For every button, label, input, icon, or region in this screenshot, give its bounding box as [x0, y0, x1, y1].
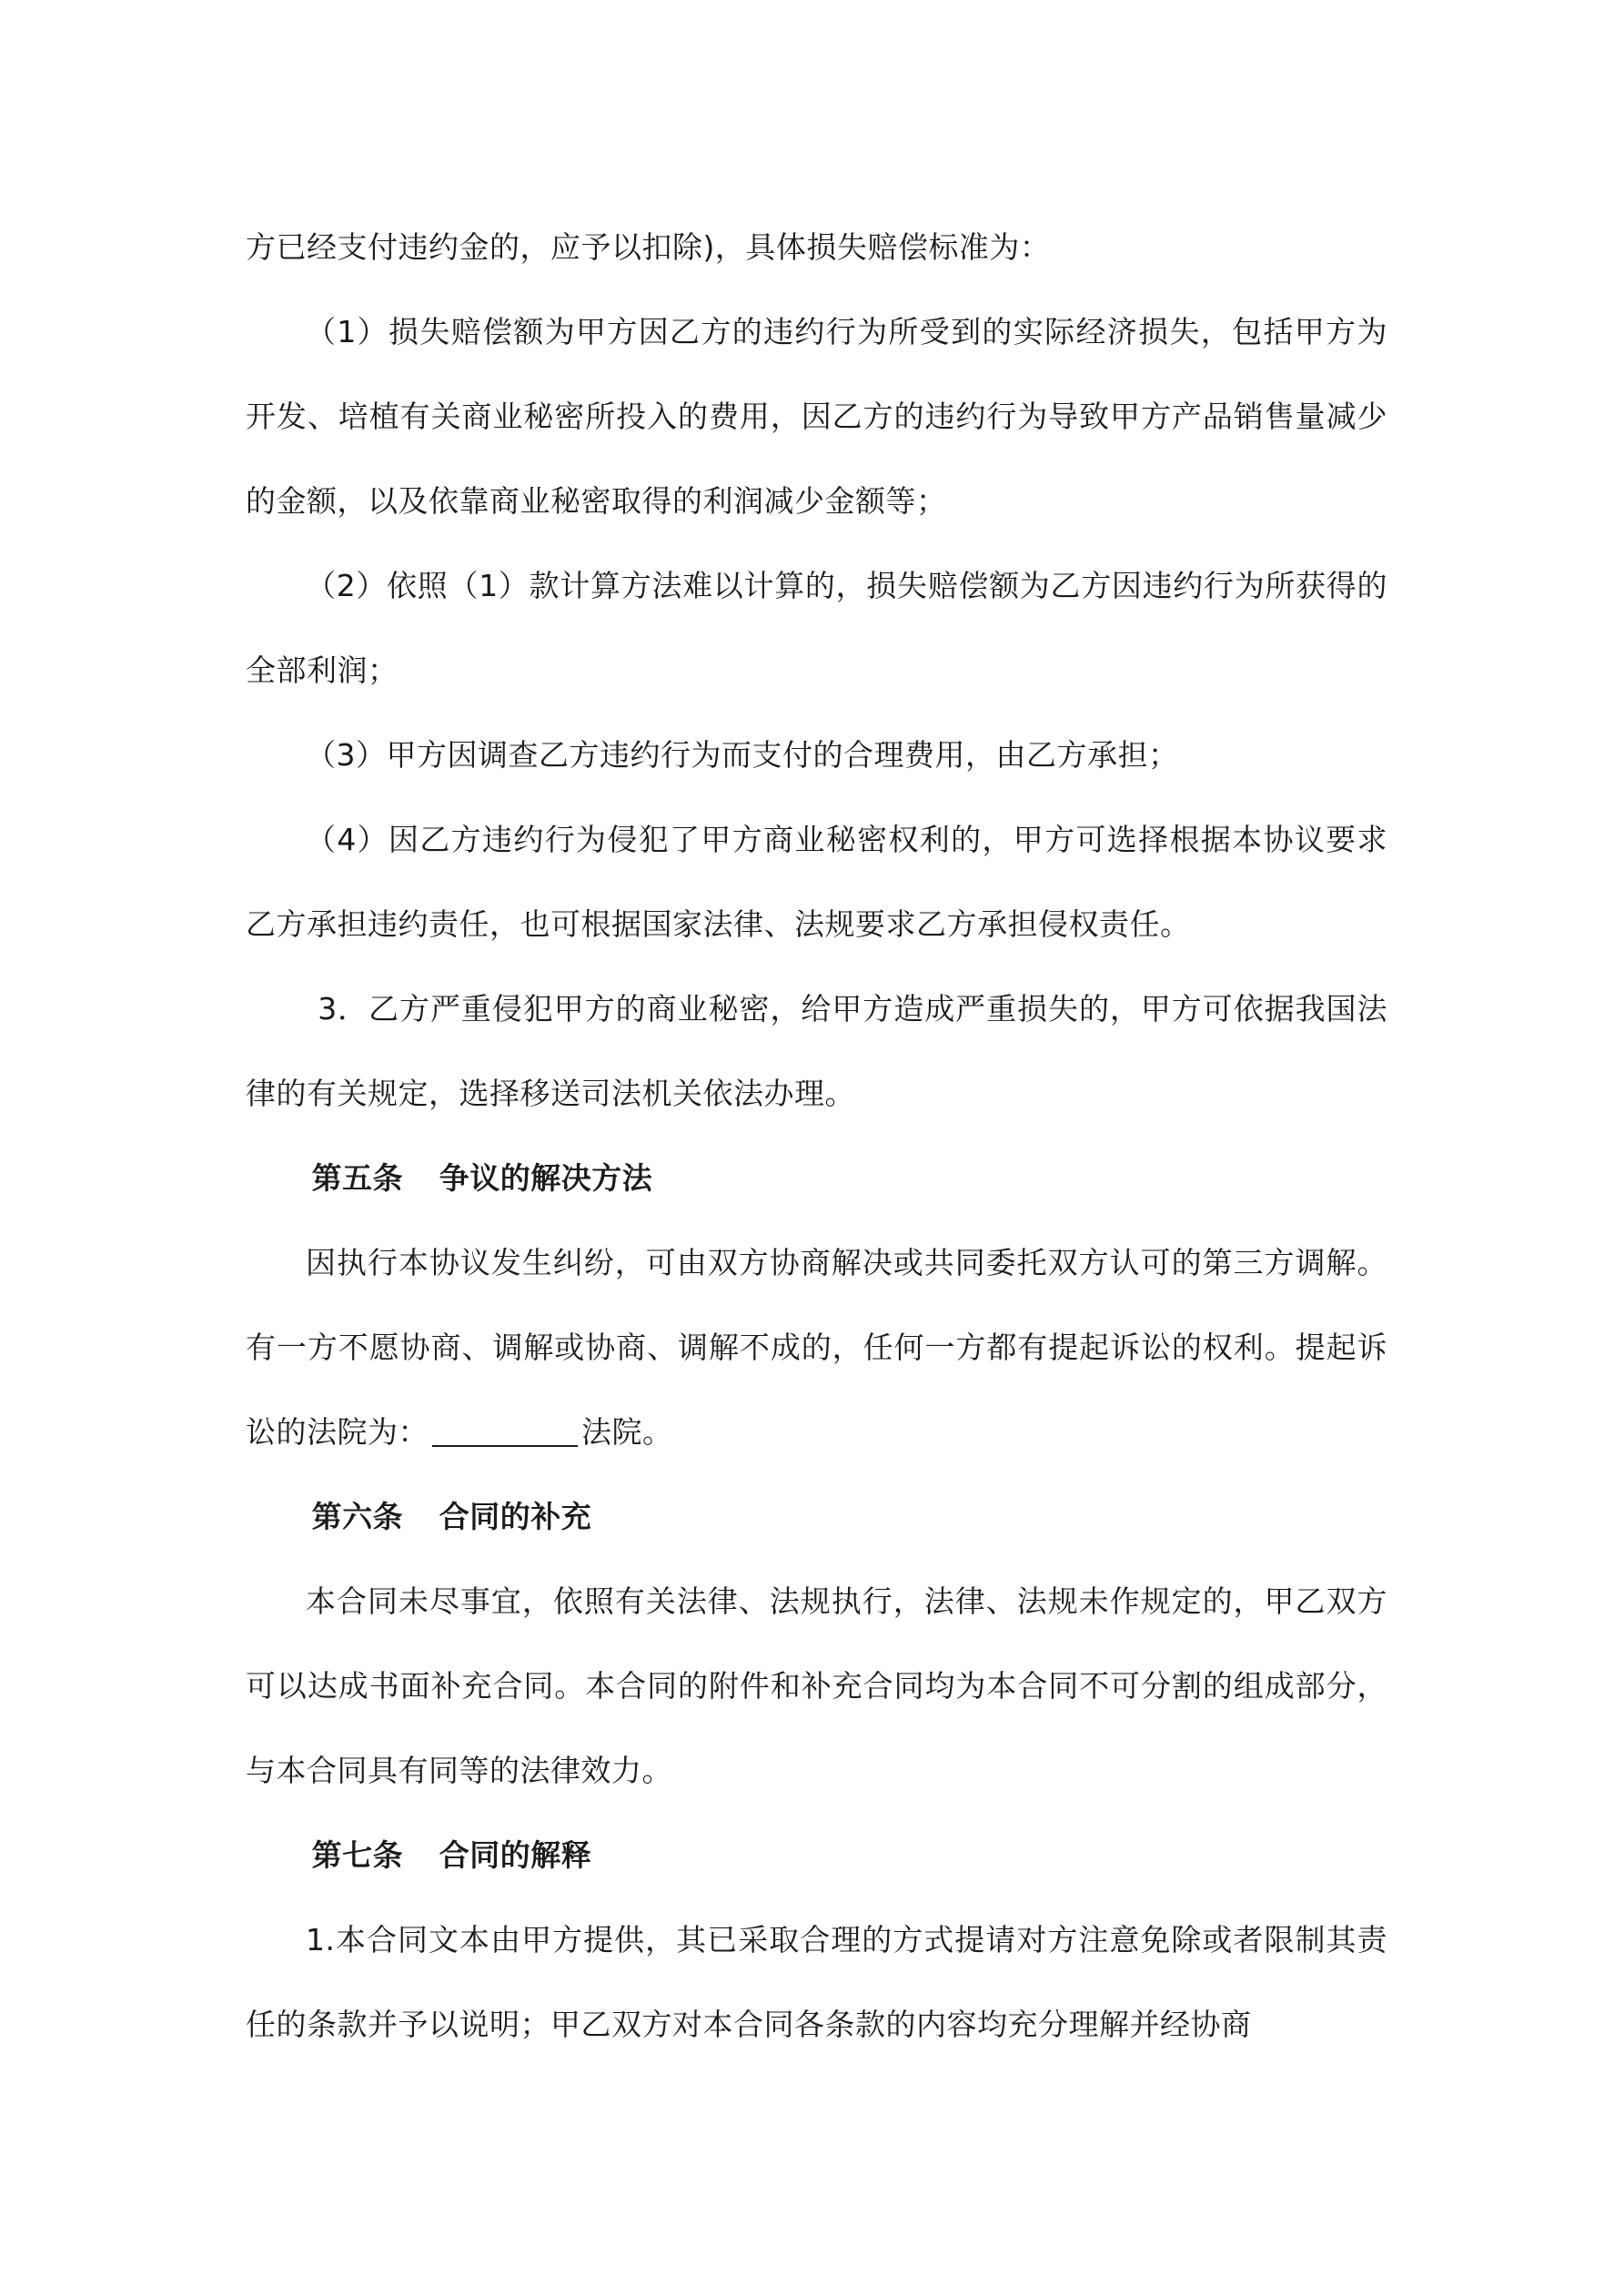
paragraph-item-1: （1）损失赔偿额为甲方因乙方的违约行为所受到的实际经济损失，包括甲方为开发、培植有关商业秘密所投入的费用，因乙方的违约行为导致甲方产品销售量减少的金额，以及依靠商业秘密取得的利润减少金额等； — [246, 314, 1387, 519]
article-5-number: 第五条 — [311, 1160, 404, 1196]
paragraph-interpretation-1: 1.本合同文本由甲方提供，其已采取合理的方式提请对方注意免除或者限制其责任的条款并予以说明；甲乙双方对本合同各条款的内容均充分理解并经协商 — [246, 1922, 1387, 2042]
article-5-title: 争议的解决方法 — [439, 1160, 653, 1196]
paragraph-supplement: 本合同未尽事宜，依照有关法律、法规执行，法律、法规未作规定的，甲乙双方可以达成书面补充合同。本合同的附件和补充合同均为本合同不可分割的组成部分，与本合同具有同等的法律效力。 — [246, 1583, 1387, 1788]
paragraph-damages-intro: 方已经支付违约金的，应予以扣除)，具体损失赔偿标准为： — [246, 229, 1051, 265]
article-7-title: 合同的解释 — [439, 1837, 592, 1873]
paragraph-item-4: （4）因乙方违约行为侵犯了甲方商业秘密权利的，甲方可选择根据本协议要求乙方承担违约责任，也可根据国家法律、法规要求乙方承担侵权责任。 — [246, 822, 1387, 942]
article-6-heading — [246, 1474, 1387, 1559]
paragraph-dispute-resolution — [246, 1220, 1387, 1474]
dispute-text: 因执行本协议发生纠纷，可由双方协商解决或共同委托双方认可的第三方调解。有一方不愿协商、调解或协商、调解不成的，任何一方都有提起诉讼的权利。提起诉讼的法院为： — [246, 1245, 1387, 1450]
article-5-heading — [246, 1136, 1387, 1220]
dispute-text-end: 法院。 — [581, 1414, 673, 1450]
article-6-title: 合同的补充 — [439, 1499, 592, 1534]
court-name-blank[interactable] — [432, 1415, 578, 1447]
article-7-heading — [246, 1813, 1387, 1897]
paragraph-clause-3: 3．乙方严重侵犯甲方的商业秘密，给甲方造成严重损失的，甲方可依据我国法律的有关规定，选择移送司法机关依法办理。 — [246, 991, 1387, 1111]
paragraph-item-2: （2）依照（1）款计算方法难以计算的，损失赔偿额为乙方因违约行为所获得的全部利润； — [246, 568, 1387, 688]
document-body — [246, 205, 1387, 2067]
article-6-number: 第六条 — [311, 1499, 404, 1534]
paragraph-item-3: （3）甲方因调查乙方违约行为而支付的合理费用，由乙方承担； — [306, 737, 1179, 773]
article-7-number: 第七条 — [311, 1837, 404, 1873]
